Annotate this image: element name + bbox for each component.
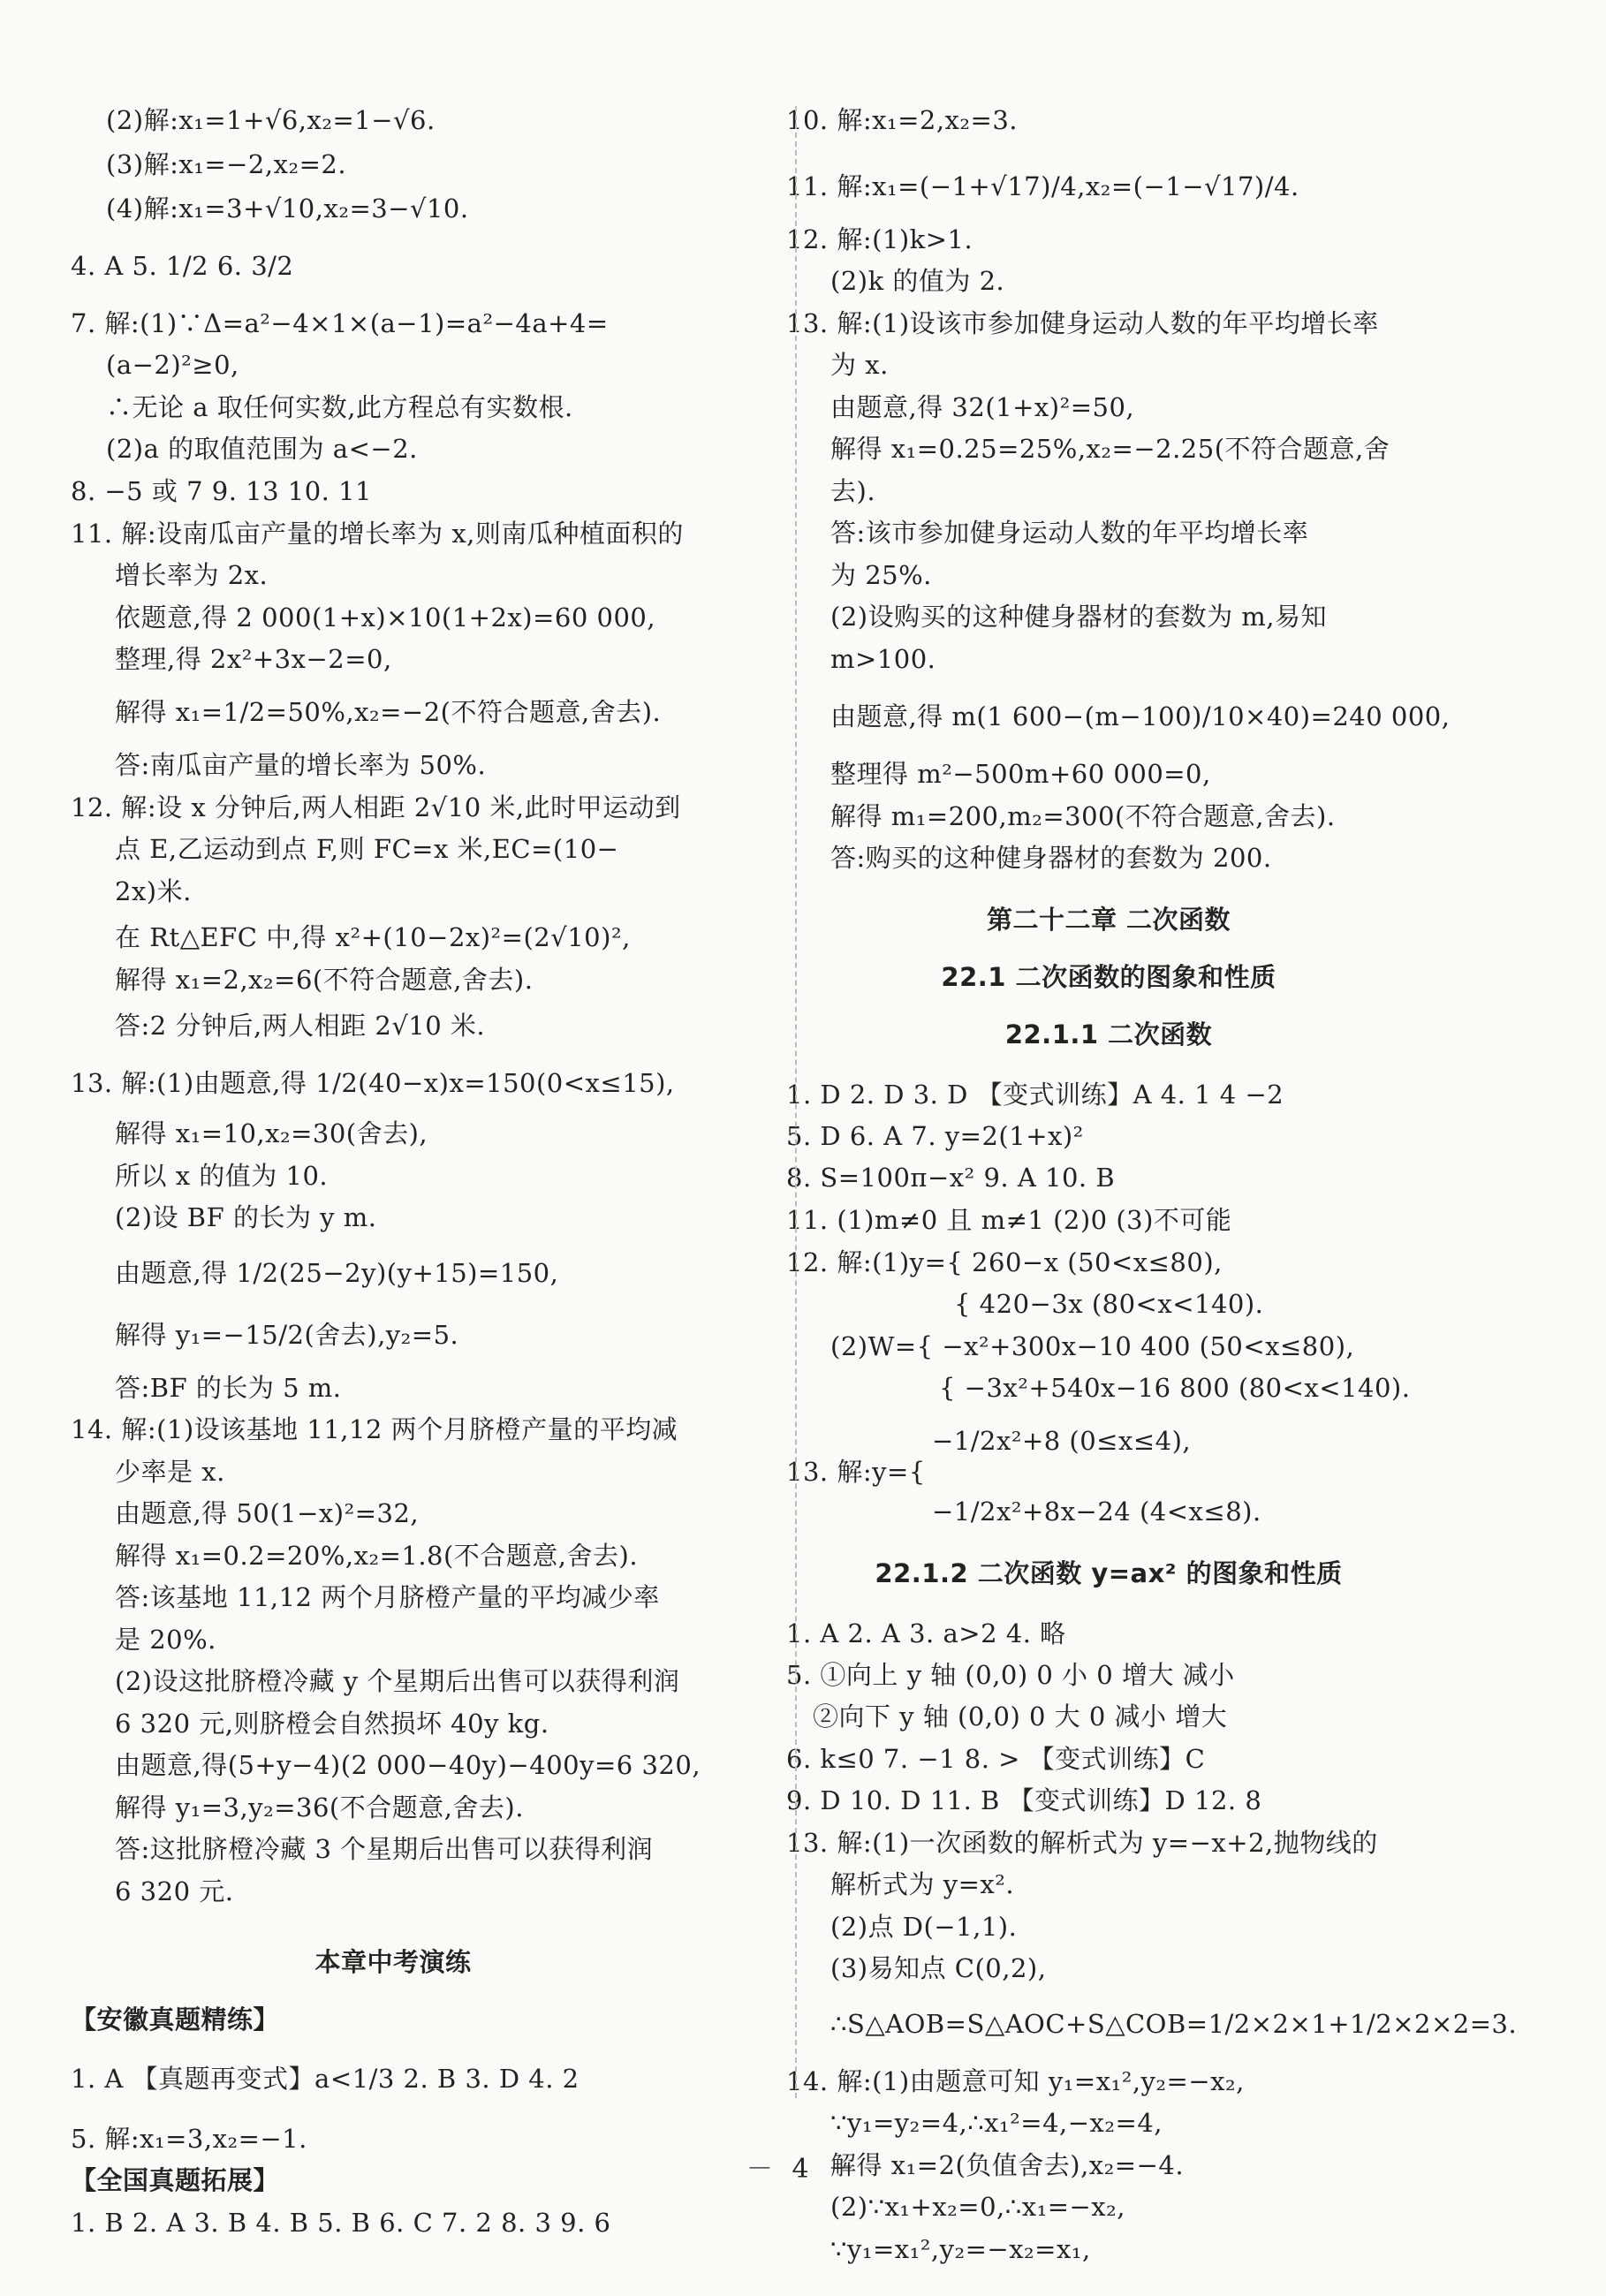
text-line: 解得 x₁=2(负值舍去),x₂=−4. bbox=[830, 2150, 1185, 2180]
text-line: 由题意,得 m(1 600−(m−100)/10×40)=240 000, bbox=[830, 701, 1451, 731]
text-line: 1. B 2. A 3. B 4. B 5. B 6. C 7. 2 8. 3 9. 6 bbox=[71, 2208, 611, 2238]
text-line: (3)易知点 C(0,2), bbox=[830, 1953, 1047, 1983]
text-line: 2x)米. bbox=[115, 876, 192, 906]
text-line: 解得 x₁=1/2=50%,x₂=−2(不符合题意,舍去). bbox=[115, 697, 662, 727]
text-line: 解得 x₁=0.25=25%,x₂=−2.25(不符合题意,舍 bbox=[830, 434, 1390, 464]
text-line: 6 320 元. bbox=[115, 1876, 234, 1906]
text-line: 所以 x 的值为 10. bbox=[115, 1161, 329, 1191]
text-line: 整理得 m²−500m+60 000=0, bbox=[830, 759, 1211, 789]
text-line: 6 320 元,则脐橙会自然损坏 40y kg. bbox=[115, 1709, 549, 1739]
text-line: 本章中考演练 bbox=[314, 1947, 472, 1977]
text-line: 12. 解:(1)y={ 260−x (50<x≤80), bbox=[786, 1247, 1223, 1277]
text-line: (2)a 的取值范围为 a<−2. bbox=[106, 434, 418, 464]
text-line: 7. 解:(1)∵Δ=a²−4×1×(a−1)=a²−4a+4= bbox=[71, 308, 609, 338]
text-line: 由题意,得 1/2(25−2y)(y+15)=150, bbox=[115, 1258, 559, 1288]
text-line: 12. 解:(1)k>1. bbox=[786, 224, 973, 254]
text-line: 是 20%. bbox=[115, 1625, 216, 1655]
text-line: 13. 解:y={ bbox=[786, 1457, 926, 1487]
text-line: ∴无论 a 取任何实数,此方程总有实数根. bbox=[106, 392, 573, 422]
text-line: ∵y₁=y₂=4,∴x₁²=4,−x₂=4, bbox=[830, 2108, 1163, 2138]
text-line: 答:南瓜亩产量的增长率为 50%. bbox=[115, 750, 487, 780]
text-line: 1. A 2. A 3. a>2 4. 略 bbox=[786, 1618, 1066, 1648]
text-line: 11. 解:设南瓜亩产量的增长率为 x,则南瓜种植面积的 bbox=[71, 519, 684, 549]
text-line: 8. S=100π−x² 9. A 10. B bbox=[786, 1163, 1116, 1193]
text-line: 11. (1)m≠0 且 m≠1 (2)0 (3)不可能 bbox=[786, 1205, 1232, 1235]
text-line: 解得 x₁=0.2=20%,x₂=1.8(不合题意,舍去). bbox=[115, 1541, 639, 1571]
text-line: 13. 解:(1)设该市参加健身运动人数的年平均增长率 bbox=[786, 308, 1379, 338]
column-divider bbox=[795, 106, 797, 2098]
text-line: 答:这批脐橙冷藏 3 个星期后出售可以获得利润 bbox=[115, 1834, 654, 1864]
text-line: 去). bbox=[830, 476, 876, 506]
text-line: 解得 y₁=3,y₂=36(不合题意,舍去). bbox=[115, 1792, 524, 1822]
text-line: ∴S△AOB=S△AOC+S△COB=1/2×2×1+1/2×2×2=3. bbox=[830, 2009, 1518, 2039]
text-line: 13. 解:(1)一次函数的解析式为 y=−x+2,抛物线的 bbox=[786, 1828, 1378, 1858]
page-number: － 4 － bbox=[746, 2154, 860, 2185]
text-line: { −3x²+540x−16 800 (80<x<140). bbox=[939, 1373, 1411, 1403]
text-line: (3)解:x₁=−2,x₂=2. bbox=[106, 149, 347, 179]
text-line: 解得 m₁=200,m₂=300(不符合题意,舍去). bbox=[830, 801, 1336, 831]
text-line: 8. −5 或 7 9. 13 10. 11 bbox=[71, 476, 372, 506]
text-line: 6. k≤0 7. −1 8. > 【变式训练】C bbox=[786, 1744, 1206, 1774]
text-line: 1. D 2. D 3. D 【变式训练】A 4. 1 4 −2 bbox=[786, 1080, 1284, 1110]
text-line: (a−2)²≥0, bbox=[106, 350, 239, 380]
text-line: 22.1.2 二次函数 y=ax² 的图象和性质 bbox=[875, 1558, 1343, 1588]
text-line: m>100. bbox=[830, 644, 936, 674]
text-line: (2)解:x₁=1+√6,x₂=1−√6. bbox=[106, 105, 436, 135]
text-line: 5. ①向上 y 轴 (0,0) 0 小 0 增大 减小 bbox=[786, 1660, 1235, 1690]
text-line: 解得 y₁=−15/2(舍去),y₂=5. bbox=[115, 1320, 459, 1350]
text-line: 12. 解:设 x 分钟后,两人相距 2√10 米,此时甲运动到 bbox=[71, 792, 681, 822]
text-line: 22.1 二次函数的图象和性质 bbox=[941, 962, 1276, 992]
text-line: 第二十二章 二次函数 bbox=[986, 905, 1231, 935]
text-line: 答:该基地 11,12 两个月脐橙产量的平均减少率 bbox=[115, 1582, 660, 1612]
text-line: −1/2x²+8 (0≤x≤4), bbox=[932, 1426, 1192, 1456]
text-line: 答:2 分钟后,两人相距 2√10 米. bbox=[115, 1011, 486, 1041]
text-line: 解得 x₁=10,x₂=30(舍去), bbox=[115, 1118, 428, 1148]
text-line: (2)设 BF 的长为 y m. bbox=[115, 1202, 377, 1232]
text-line: 为 x. bbox=[830, 350, 889, 380]
text-line: 增长率为 2x. bbox=[115, 560, 269, 590]
text-line: 由题意,得 32(1+x)²=50, bbox=[830, 392, 1135, 422]
text-line: 【安徽真题精练】 bbox=[71, 2004, 280, 2035]
text-line: 解析式为 y=x². bbox=[830, 1869, 1015, 1899]
text-line: 解得 x₁=2,x₂=6(不符合题意,舍去). bbox=[115, 965, 534, 995]
text-line: (2)设购买的这种健身器材的套数为 m,易知 bbox=[830, 602, 1328, 632]
text-line: ∵y₁=x₁²,y₂=−x₂=x₁, bbox=[830, 2234, 1091, 2264]
text-line: (4)解:x₁=3+√10,x₂=3−√10. bbox=[106, 193, 469, 224]
text-line: 11. 解:x₁=(−1+√17)/4,x₂=(−1−√17)/4. bbox=[786, 171, 1299, 201]
text-line: 4. A 5. 1/2 6. 3/2 bbox=[71, 251, 294, 281]
text-line: 依题意,得 2 000(1+x)×10(1+2x)=60 000, bbox=[115, 602, 656, 633]
text-line: (2)k 的值为 2. bbox=[830, 266, 1005, 296]
text-line: 整理,得 2x²+3x−2=0, bbox=[115, 644, 392, 674]
text-line: 5. 解:x₁=3,x₂=−1. bbox=[71, 2124, 307, 2154]
text-line: 点 E,乙运动到点 F,则 FC=x 米,EC=(10− bbox=[115, 834, 619, 864]
text-line: 少率是 x. bbox=[115, 1457, 225, 1487]
text-line: −1/2x²+8x−24 (4<x≤8). bbox=[932, 1497, 1261, 1527]
text-line: 22.1.1 二次函数 bbox=[1004, 1019, 1213, 1049]
text-line: 由题意,得 50(1−x)²=32, bbox=[115, 1498, 420, 1528]
text-line: (2)设这批脐橙冷藏 y 个星期后出售可以获得利润 bbox=[115, 1666, 680, 1696]
text-line: 1. A 【真题再变式】a<1/3 2. B 3. D 4. 2 bbox=[71, 2064, 580, 2094]
text-line: (2)∵x₁+x₂=0,∴x₁=−x₂, bbox=[830, 2192, 1125, 2222]
text-line: ②向下 y 轴 (0,0) 0 大 0 减小 增大 bbox=[813, 1701, 1228, 1731]
text-line: 9. D 10. D 11. B 【变式训练】D 12. 8 bbox=[786, 1785, 1262, 1815]
text-line: 由题意,得(5+y−4)(2 000−40y)−400y=6 320, bbox=[115, 1750, 701, 1780]
text-line: 为 25%. bbox=[830, 560, 932, 590]
text-line: 13. 解:(1)由题意,得 1/2(40−x)x=150(0<x≤15), bbox=[71, 1068, 675, 1098]
text-line: 答:购买的这种健身器材的套数为 200. bbox=[830, 843, 1272, 873]
text-line: (2)点 D(−1,1). bbox=[830, 1912, 1018, 1942]
text-line: 在 Rt△EFC 中,得 x²+(10−2x)²=(2√10)², bbox=[115, 922, 631, 952]
text-line: 答:该市参加健身运动人数的年平均增长率 bbox=[830, 518, 1309, 548]
text-line: 答:BF 的长为 5 m. bbox=[115, 1373, 342, 1403]
text-line: 14. 解:(1)由题意可知 y₁=x₁²,y₂=−x₂, bbox=[786, 2066, 1245, 2096]
text-line: { 420−3x (80<x<140). bbox=[954, 1289, 1264, 1319]
text-line: 10. 解:x₁=2,x₂=3. bbox=[786, 105, 1019, 135]
text-line: 【全国真题拓展】 bbox=[71, 2165, 280, 2195]
text-line: (2)W={ −x²+300x−10 400 (50<x≤80), bbox=[830, 1331, 1355, 1361]
text-line: 14. 解:(1)设该基地 11,12 两个月脐橙产量的平均减 bbox=[71, 1414, 678, 1444]
text-line: 5. D 6. A 7. y=2(1+x)² bbox=[786, 1121, 1084, 1151]
